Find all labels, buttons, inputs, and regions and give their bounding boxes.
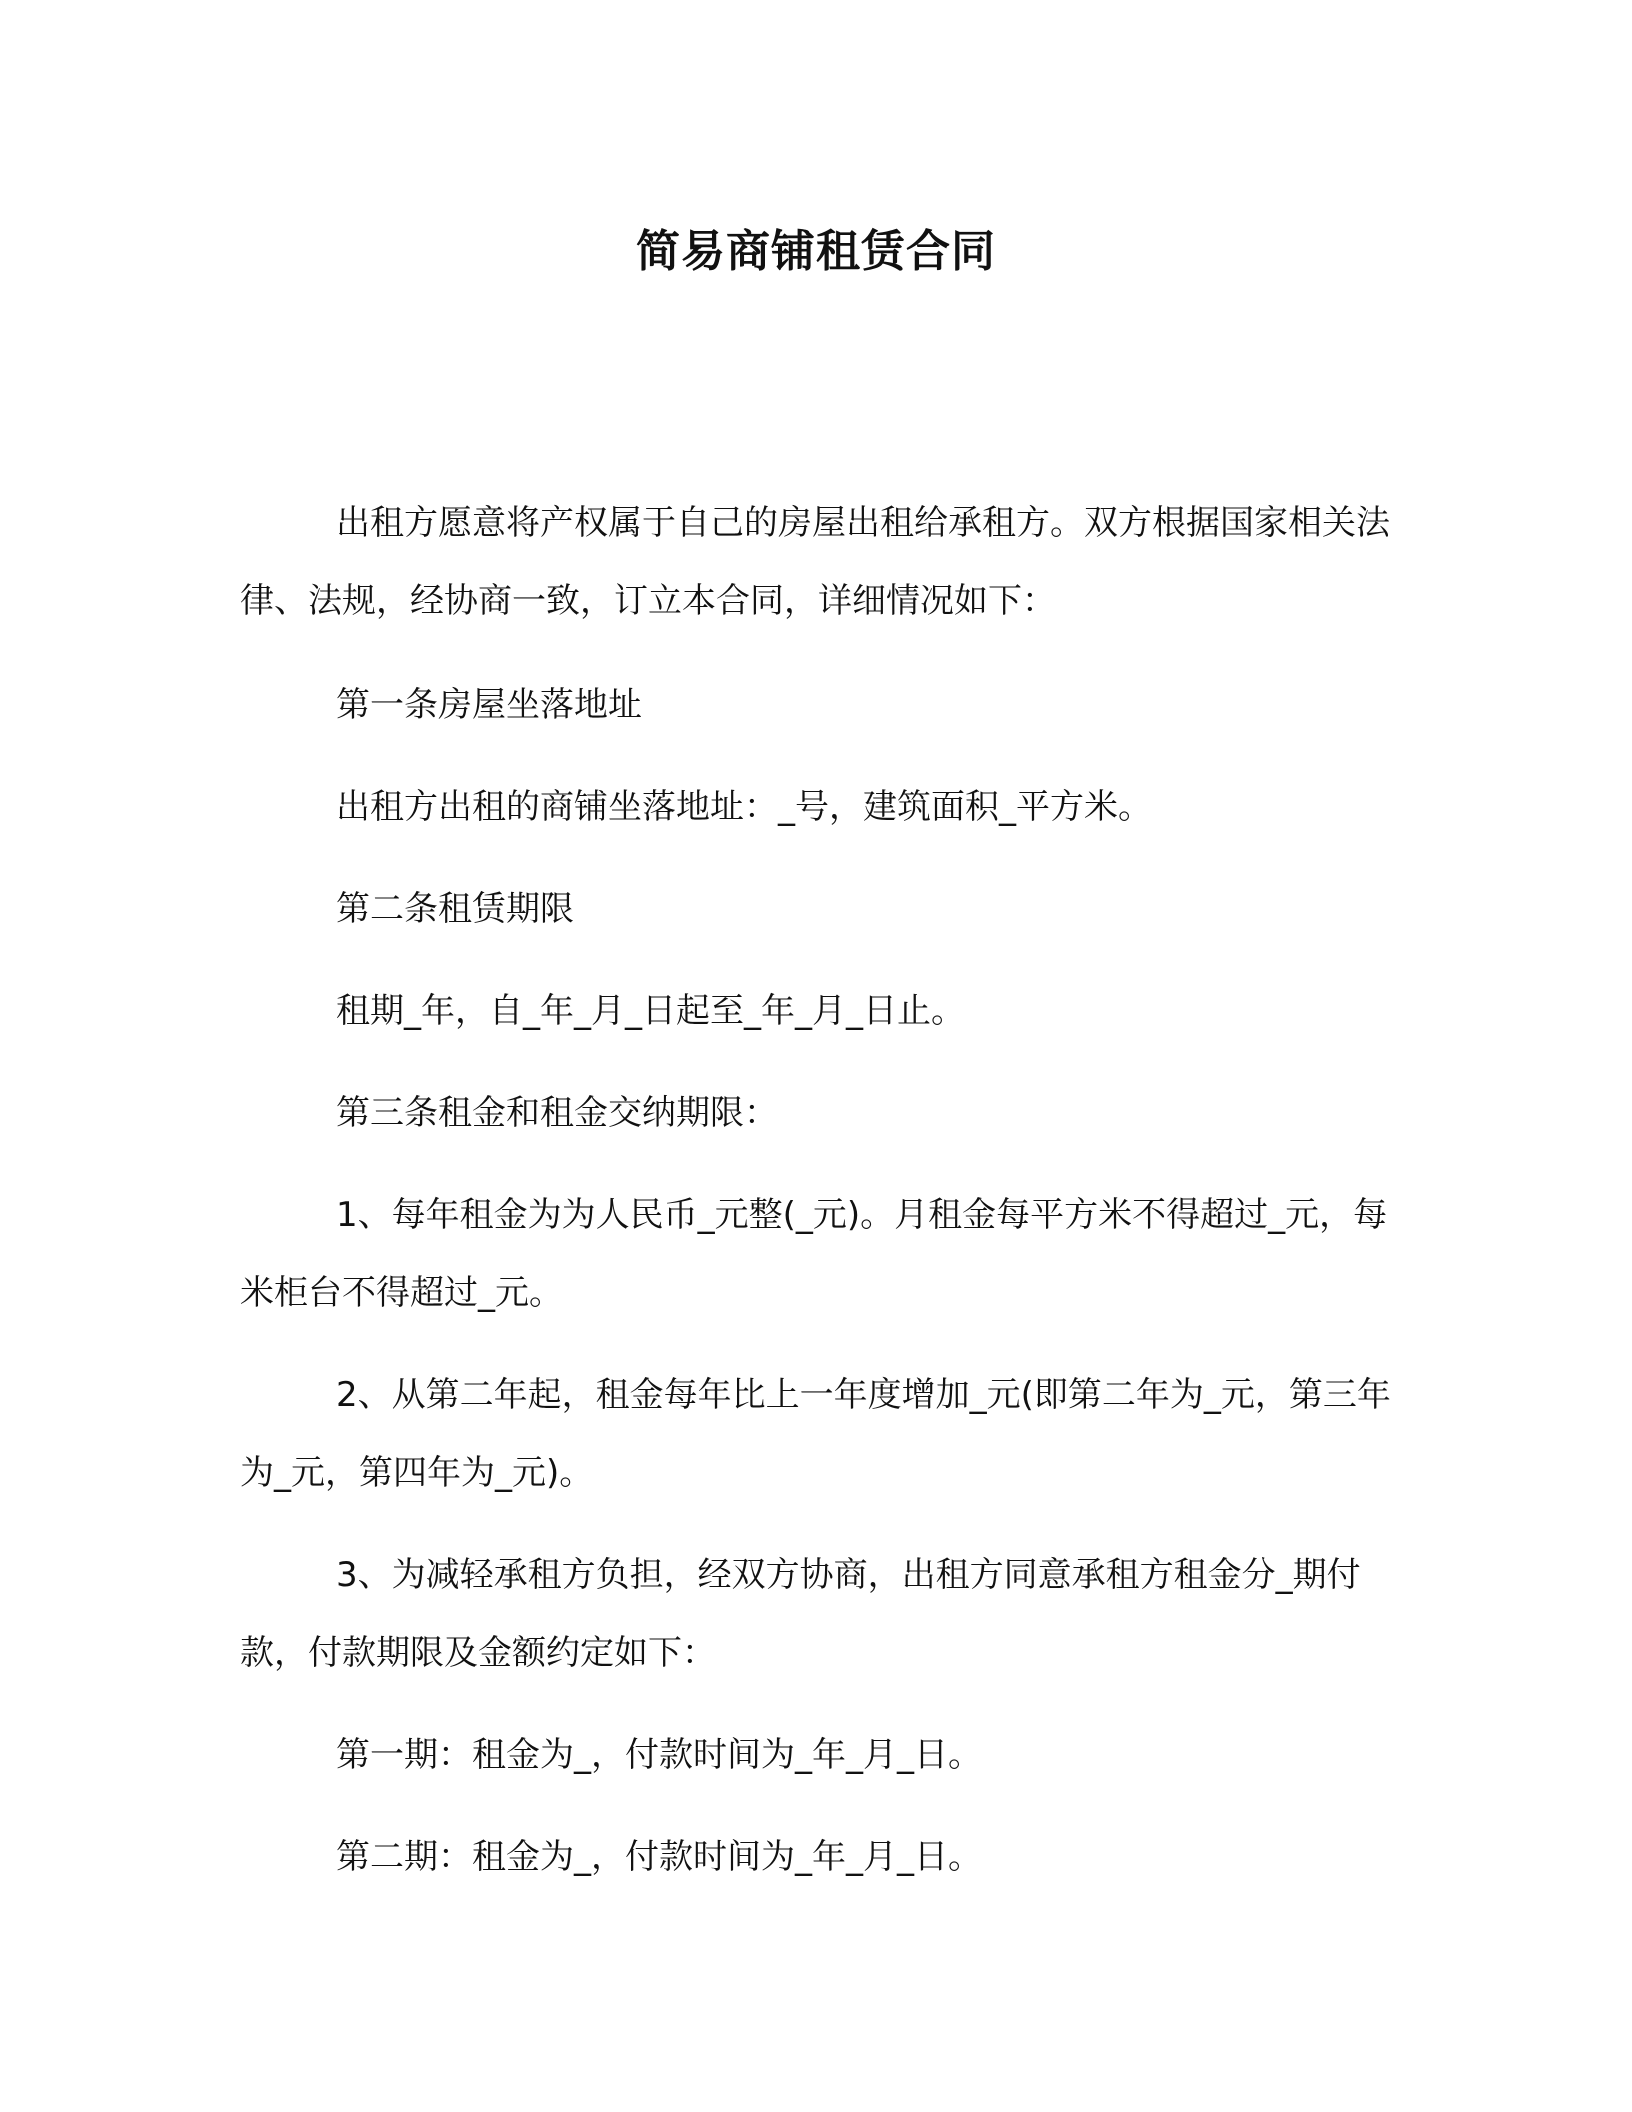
article-3-heading: 第三条租金和租金交纳期限：: [336, 1093, 778, 1133]
article-1-heading: 第一条房屋坐落地址: [336, 685, 642, 725]
article-1-address: 出租方出租的商铺坐落地址：_号，建筑面积_平方米。: [336, 787, 1152, 827]
intro-paragraph: 出租方愿意将产权属于自己的房屋出租给承租方。双方根据国家相关法律、法规，经协商一致，订立本合同，详细情况如下：: [240, 503, 1390, 621]
document-title: 简易商铺租赁合同: [636, 226, 996, 277]
installment-1: 第一期：租金为_，付款时间为_年_月_日。: [336, 1735, 982, 1775]
article-3-item-1: 1、每年租金为为人民币_元整(_元)。月租金每平方米不得超过_元，每米柜台不得超过_元。: [240, 1195, 1388, 1313]
installment-2: 第二期：租金为_，付款时间为_年_月_日。: [336, 1837, 982, 1877]
article-2-term: 租期_年，自_年_月_日起至_年_月_日止。: [336, 991, 965, 1031]
article-2-heading: 第二条租赁期限: [336, 889, 574, 929]
article-3-item-2: 2、从第二年起，租金每年比上一年度增加_元(即第二年为_元，第三年为_元，第四年为_元)。: [240, 1375, 1391, 1493]
article-3-item-3: 3、为减轻承租方负担，经双方协商，出租方同意承租方租金分_期付款，付款期限及金额约定如下：: [240, 1555, 1361, 1673]
